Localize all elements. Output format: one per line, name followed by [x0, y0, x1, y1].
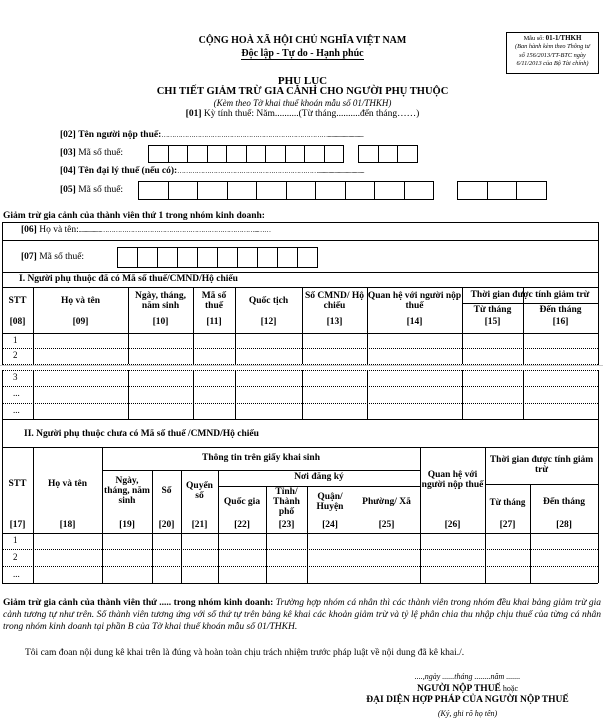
mst-branch-digit-box[interactable]: [457, 181, 488, 200]
table-cell[interactable]: [486, 567, 529, 582]
table-cell[interactable]: [463, 334, 522, 347]
grid-line-horizontal: [218, 486, 420, 487]
table-cell[interactable]: [463, 404, 522, 418]
table-cell[interactable]: [267, 550, 306, 565]
appendix-title: PHỤ LỤC: [277, 75, 328, 87]
table-cell[interactable]: [129, 334, 192, 347]
grid-line-horizontal: [485, 484, 598, 485]
header-period-from-code: [27]: [499, 519, 516, 530]
mst-digit-box[interactable]: [117, 247, 138, 268]
nation-title: CỘNG HOÀ XÃ HỘI CHỦ NGHĨA VIỆT NAM: [198, 35, 407, 46]
header-from-month-code: [15]: [484, 317, 501, 328]
table-cell[interactable]: [524, 387, 597, 401]
header-dob: Ngày, tháng, năm sinh: [104, 476, 150, 506]
table-row-number: ...: [13, 388, 20, 399]
header-stt-code: [17]: [9, 519, 26, 530]
table-cell[interactable]: [368, 334, 461, 347]
sign-date[interactable]: ....,ngày ......tháng ........năm .......: [414, 672, 521, 681]
header-relation-code: [26]: [444, 519, 461, 530]
member-name-row: [06] Họ và tên:...................………………………………………………………………...……: [21, 225, 271, 235]
table-cell[interactable]: [303, 334, 366, 347]
header-province: Tỉnh/ Thành phố: [273, 487, 300, 517]
member-name-field[interactable]: ...................………………………………………………………………...……: [78, 226, 271, 234]
tax-period-field[interactable]: Kỳ tính thuế: Năm..........(Từ tháng..........đến tháng……): [203, 109, 420, 119]
mst-branch-digit-box[interactable]: [358, 145, 379, 163]
table-cell[interactable]: [34, 371, 127, 385]
table-row-number: 3: [13, 372, 18, 383]
header-registration-group: Nơi đăng ký: [294, 471, 344, 482]
mst-digit-box[interactable]: [168, 181, 199, 200]
table-cell[interactable]: [153, 534, 180, 548]
table-cell[interactable]: [531, 550, 597, 565]
header-id-card-code: [13]: [326, 317, 343, 328]
grid-line-horizontal: [2, 447, 598, 448]
mst-digit-box[interactable]: [277, 247, 298, 268]
header-name-code: [09]: [72, 317, 89, 328]
form-code-label: Mẫu số:: [523, 35, 545, 42]
mst-digit-box[interactable]: [237, 247, 258, 268]
header-cert-book: Quyển số: [186, 481, 213, 501]
table-cell[interactable]: [153, 550, 180, 565]
form-code-box: [506, 32, 599, 74]
table-cell[interactable]: [34, 349, 127, 362]
mst-digit-box[interactable]: [197, 181, 228, 200]
mst-digit-box[interactable]: [187, 145, 208, 163]
header-name: Họ và tên: [60, 296, 101, 307]
table-cell[interactable]: [368, 371, 461, 385]
declaration: Tôi cam đoan nội dung kê khai trên là đúng và hoàn toàn chịu trách nhiệm trước pháp luật về nội dung đã kê khai./.: [25, 648, 465, 658]
mst-branch-digit-box[interactable]: [378, 145, 399, 163]
agent-name-field[interactable]: …………………………………………………………........................................: [177, 167, 364, 175]
table-cell[interactable]: [182, 550, 217, 565]
mst-digit-box[interactable]: [285, 145, 306, 163]
table-row-number: ...: [13, 405, 20, 416]
table-cell[interactable]: [103, 550, 151, 565]
header-tax-id-code: [11]: [206, 317, 222, 328]
attached-note: (Kèm theo Tờ khai thuế khoán mẫu số 01/THKH): [213, 98, 392, 108]
header-to-month: Đến tháng: [543, 497, 585, 508]
mst-digit-box[interactable]: [138, 181, 169, 200]
sign-note: (Ký, ghi rõ họ tên): [437, 709, 498, 718]
agent-mst-label: [05] Mã số thuế:: [60, 185, 124, 195]
signer-title-1: NGƯỜI NỘP THUẾ hoặc: [416, 684, 519, 694]
signer-title-2: ĐẠI DIỆN HỢP PHÁP CỦA NGƯỜI NỘP THUẾ: [366, 695, 569, 705]
motto: Độc lập - Tự do - Hạnh phúc: [241, 48, 364, 59]
section1-title: I. Người phụ thuộc đã có Mã số thuế/CMND/Hộ chiếu: [19, 274, 238, 284]
table-cell[interactable]: [368, 387, 461, 401]
table-cell[interactable]: [303, 349, 366, 362]
mst-digit-box[interactable]: [257, 247, 278, 268]
mst-digit-box[interactable]: [286, 181, 317, 200]
header-dob: Ngày, tháng, năm sinh: [135, 291, 186, 311]
form-code: 01-1/THKH: [545, 34, 582, 42]
table-cell[interactable]: [236, 404, 301, 418]
agent-name-label: Tên đại lý thuế (nếu có):: [78, 166, 178, 176]
table-cell[interactable]: [153, 567, 180, 582]
appendix-subtitle: CHI TIẾT GIẢM TRỪ GIA CẢNH CHO NGƯỜI PHỤ THUỘC: [156, 86, 449, 97]
table-cell[interactable]: [463, 349, 522, 362]
header-cert-number: Số: [161, 486, 172, 497]
form-code-note-3: 6/11/2013 của Bộ Tài chính): [516, 60, 589, 68]
table-cell[interactable]: [308, 550, 352, 565]
mst-digit-box[interactable]: [226, 145, 247, 163]
mst-digit-box[interactable]: [256, 181, 287, 200]
table-cell[interactable]: [34, 567, 101, 582]
table-cell[interactable]: [354, 567, 419, 582]
taxpayer-name-field[interactable]: ……………………………………………………………………...............................: [161, 131, 364, 139]
mst-digit-box[interactable]: [177, 247, 198, 268]
grid-line-horizontal: [2, 419, 598, 420]
mst-digit-box[interactable]: [168, 145, 189, 163]
table-row-number: 1: [13, 334, 18, 345]
header-nationality: Quốc tịch: [248, 296, 289, 307]
header-province-code: [23]: [278, 519, 295, 530]
header-relation: Quan hệ với người nộp thuế: [367, 291, 462, 311]
table-cell[interactable]: [421, 534, 484, 548]
header-period-to-code: [28]: [556, 519, 572, 530]
table-cell[interactable]: [421, 567, 484, 582]
agent-name-row: [04] Tên đại lý thuế (nếu có):…………………………………………………………........................................: [60, 166, 364, 176]
table-cell[interactable]: [219, 567, 265, 582]
table-cell[interactable]: [267, 534, 306, 548]
grid-line-horizontal: [2, 583, 598, 584]
page-break-gap: [0, 365, 603, 370]
member1-heading: Giảm trừ gia cảnh của thành viên thứ 1 trong nhóm kinh doanh:: [3, 211, 265, 221]
section2-title: II. Người phụ thuộc chưa có Mã số thuế /CMND/Hộ chiếu: [24, 429, 259, 439]
mst-digit-box[interactable]: [324, 145, 345, 163]
table-row-number: ...: [13, 568, 20, 579]
header-relation: Quan hệ với người nộp thuế: [421, 470, 484, 490]
table-cell[interactable]: [303, 404, 366, 418]
header-quyen-so-code: [21]: [191, 519, 208, 530]
table-cell[interactable]: [129, 404, 192, 418]
table-cell[interactable]: [194, 334, 234, 347]
table-cell[interactable]: [219, 550, 265, 565]
table-cell[interactable]: [194, 387, 234, 401]
table-cell[interactable]: [463, 387, 522, 401]
member-mst-label: [07] Mã số thuế:: [21, 252, 85, 262]
table-cell[interactable]: [524, 404, 597, 418]
mst-digit-box[interactable]: [404, 181, 435, 200]
mst-digit-box[interactable]: [345, 181, 376, 200]
table-cell[interactable]: [194, 404, 234, 418]
table-row-number: 2: [13, 349, 18, 360]
header-period-group: Thời gian được tính giảm trừ: [489, 455, 594, 475]
header-district: Quận/ Huyện: [316, 492, 344, 512]
table-cell[interactable]: [421, 550, 484, 565]
table-cell[interactable]: [236, 349, 301, 362]
table-cell[interactable]: [194, 371, 234, 385]
header-name: Họ và tên: [47, 479, 88, 490]
header-ward: Phường/ Xã: [362, 497, 411, 508]
table-cell[interactable]: [34, 334, 127, 347]
table-cell[interactable]: [303, 371, 366, 385]
table-row-number: 2: [13, 551, 18, 562]
table-cell[interactable]: [524, 371, 597, 385]
header-stt: STT: [8, 296, 27, 307]
table-cell[interactable]: [531, 567, 597, 582]
table-cell[interactable]: [236, 371, 301, 385]
header-stt-code: [08]: [9, 317, 26, 328]
table-cell[interactable]: [308, 534, 352, 548]
mst-digit-box[interactable]: [227, 181, 258, 200]
mst-digit-box[interactable]: [374, 181, 405, 200]
table-cell[interactable]: [34, 387, 127, 401]
table-cell[interactable]: [129, 387, 192, 401]
header-id-card: Số CMND/ Hộ chiếu: [304, 291, 365, 311]
mst-digit-box[interactable]: [217, 247, 238, 268]
table-cell[interactable]: [531, 534, 597, 548]
table-cell[interactable]: [236, 334, 301, 347]
header-country: Quốc gia: [223, 497, 261, 508]
header-stt: STT: [8, 479, 27, 490]
mst-branch-digit-box[interactable]: [487, 181, 518, 200]
table-cell[interactable]: [524, 349, 597, 362]
header-to-month: Đến tháng: [539, 305, 582, 316]
mst-branch-digit-box[interactable]: [397, 145, 418, 163]
grid-line-vertical: [598, 447, 599, 583]
table-cell[interactable]: [182, 534, 217, 548]
header-dob-code: [19]: [119, 519, 135, 530]
mst-digit-box[interactable]: [137, 247, 158, 268]
table-cell[interactable]: [129, 371, 192, 385]
table-cell[interactable]: [486, 534, 529, 548]
table-cell[interactable]: [34, 534, 101, 548]
mst-digit-box[interactable]: [265, 145, 286, 163]
other-member-note: Giảm trừ gia cảnh của thành viên thứ ..... trong nhóm kinh doanh: Trường hợp nhóm cá nhân thì các thành viên trong nhóm đều khai bảng giảm trừ gia cảnh tương tự như trên. Số thành viên tương ứng với số thứ tự trên bảng kê khai các khoản giảm trừ và tỷ lệ phân chia thu nhập chịu thuế của từng cá nhân trong nhóm kinh doanh tại phần B của Tờ khai thuế khoán mẫu số 01/THKH.: [3, 598, 601, 633]
header-to-month-code: [16]: [552, 317, 569, 328]
mst-digit-box[interactable]: [197, 247, 218, 268]
mst-digit-box[interactable]: [246, 145, 267, 163]
table-cell[interactable]: [103, 567, 151, 582]
header-district-code: [24]: [322, 519, 338, 530]
table-cell[interactable]: [129, 349, 192, 362]
mst-digit-box[interactable]: [148, 145, 169, 163]
table-cell[interactable]: [103, 534, 151, 548]
taxpayer-name-label: Tên người nộp thuế:: [78, 130, 162, 140]
mst-digit-box[interactable]: [157, 247, 178, 268]
table-cell[interactable]: [524, 334, 597, 347]
header-dob-code: [10]: [152, 317, 169, 328]
mst-branch-digit-box[interactable]: [516, 181, 547, 200]
header-ward-code: [25]: [378, 519, 395, 530]
table-cell[interactable]: [267, 567, 306, 582]
table-cell[interactable]: [303, 387, 366, 401]
table-cell[interactable]: [308, 567, 352, 582]
form-code-note-1: (Ban hành kèm theo Thông tư: [515, 43, 590, 51]
header-period-group: Thời gian được tính giảm trừ: [470, 289, 590, 300]
mst-digit-box[interactable]: [304, 145, 325, 163]
tax-period: [01] Kỳ tính thuế: Năm..........(Từ tháng..........đến tháng……): [185, 109, 420, 119]
header-birth-info-group: Thông tin trên giấy khai sinh: [202, 453, 320, 464]
header-from-month: Từ tháng: [473, 305, 512, 316]
table-cell[interactable]: [368, 349, 461, 362]
table-cell[interactable]: [354, 534, 419, 548]
table-row-number: 1: [13, 535, 18, 546]
header-country-code: [22]: [234, 519, 250, 530]
table-cell[interactable]: [354, 550, 419, 565]
mst-digit-box[interactable]: [207, 145, 228, 163]
mst-digit-box[interactable]: [315, 181, 346, 200]
table-cell[interactable]: [236, 387, 301, 401]
table-cell[interactable]: [463, 371, 522, 385]
header-name-code: [18]: [59, 519, 76, 530]
taxpayer-mst-label: [03] Mã số thuế:: [60, 148, 124, 158]
form-code-note-2: số 156/2013/TT-BTC ngày: [519, 51, 586, 59]
table-cell[interactable]: [182, 567, 217, 582]
table-cell[interactable]: [34, 550, 101, 565]
table-cell[interactable]: [194, 349, 234, 362]
header-from-month: Từ tháng: [489, 497, 526, 508]
header-nationality-code: [12]: [260, 317, 277, 328]
table-cell[interactable]: [34, 404, 127, 418]
mst-digit-box[interactable]: [297, 247, 318, 268]
header-so-code: [20]: [158, 519, 175, 530]
table-cell[interactable]: [486, 550, 529, 565]
header-relation-code: [14]: [406, 317, 423, 328]
header-tax-id: Mã số thuế: [201, 291, 227, 311]
table-cell[interactable]: [219, 534, 265, 548]
taxpayer-name-row: [02] Tên người nộp thuế:……………………………………………………………………...............................: [60, 130, 364, 140]
table-cell[interactable]: [368, 404, 461, 418]
